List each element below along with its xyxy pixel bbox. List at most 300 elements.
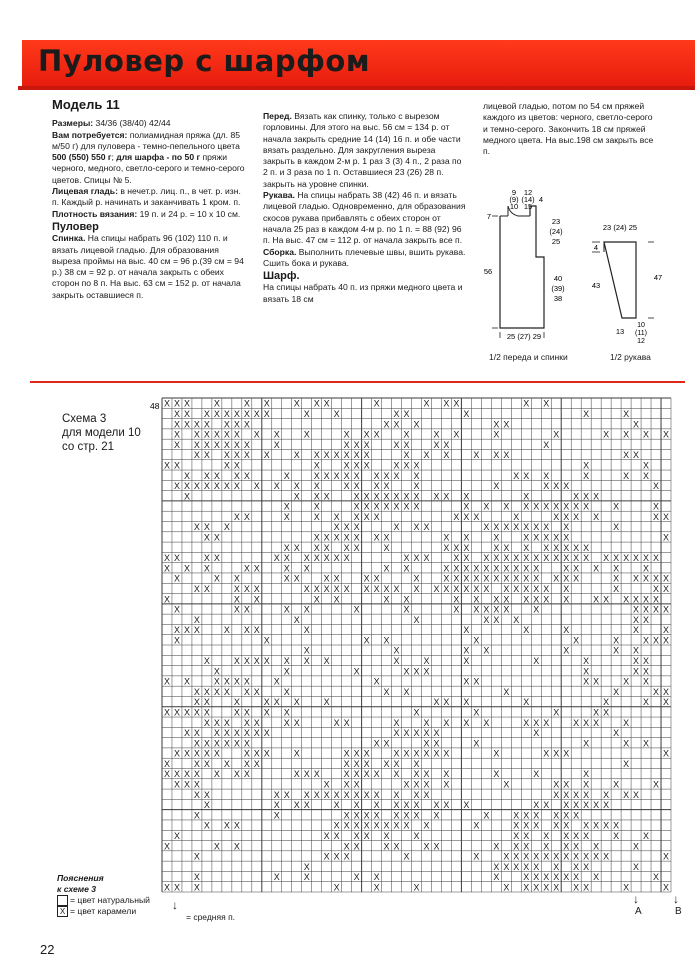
chart-cell-x: X [573, 635, 580, 646]
chart-cell-x: X [333, 830, 340, 841]
chart-cell-x: X [333, 882, 340, 893]
chart-cell-x: X [253, 583, 260, 594]
chart-cell-x: X [613, 583, 620, 594]
chart-cell-x: X [273, 800, 280, 811]
chart-cell-x: X [163, 460, 170, 471]
chart-cell-x: X [443, 583, 450, 594]
chart-cell-x: X [243, 676, 250, 687]
chart-cell-x: X [643, 594, 650, 605]
chart-cell-x: X [203, 656, 210, 667]
chart-cell-x: X [413, 728, 420, 739]
chart-cell-x: X [443, 800, 450, 811]
chart-cell-x: X [583, 779, 590, 790]
chart-cell-x: X [213, 841, 220, 852]
chart-cell-x: X [353, 450, 360, 461]
chart-cell-x: X [313, 769, 320, 780]
chart-cell-x: X [633, 625, 640, 636]
chart-cell-x: X [483, 573, 490, 584]
chart-cell-x: X [343, 450, 350, 461]
dim-bottom: 25 (27) 29 [506, 332, 542, 341]
chart-cell-x: X [433, 800, 440, 811]
chart-cell-x: X [573, 800, 580, 811]
chart-cell-x: X [413, 758, 420, 769]
chart-cell-x: X [273, 553, 280, 564]
chart-cell-x: X [633, 666, 640, 677]
chart-cell-x: X [503, 882, 510, 893]
chart-cell-x: X [193, 686, 200, 697]
chart-cell-x: X [253, 728, 260, 739]
chart-cell-x: X [403, 851, 410, 862]
chart-cell-x: X [163, 563, 170, 574]
chart-cell-x: X [363, 635, 370, 646]
chart-cell-x: X [283, 717, 290, 728]
chart-cell-x: X [233, 481, 240, 492]
chart-cell-x: X [623, 450, 630, 461]
chart-cell-x: X [193, 481, 200, 492]
chart-cell-x: X [333, 573, 340, 584]
chart-cell-x: X [373, 501, 380, 512]
chart-cell-x: X [543, 872, 550, 883]
chart-cell-x: X [323, 789, 330, 800]
chart-cell-x: X [403, 728, 410, 739]
chart-cell-x: X [413, 583, 420, 594]
chart-cell-x: X [193, 707, 200, 718]
chart-cell-x: X [163, 398, 170, 409]
chart-cell-x: X [283, 542, 290, 553]
chart-cell-x: X [643, 830, 650, 841]
chart-cell-x: X [463, 656, 470, 667]
chart-cell-x: X [343, 841, 350, 852]
chart-cell-x: X [343, 820, 350, 831]
chart-cell-x: X [413, 800, 420, 811]
front-back-caption: 1/2 переда и спинки [489, 352, 568, 362]
chart-cell-x: X [393, 820, 400, 831]
chart-cell-x: X [313, 542, 320, 553]
chart-cell-x: X [243, 625, 250, 636]
chart-cell-x: X [313, 491, 320, 502]
chart-cell-x: X [353, 841, 360, 852]
chart-cell-x: X [563, 511, 570, 522]
chart-cell-x: X [593, 717, 600, 728]
chart-cell-x: X [473, 604, 480, 615]
chart-cell-x: X [343, 532, 350, 543]
chart-cell-x: X [253, 481, 260, 492]
chart-cell-x: X [343, 429, 350, 440]
chart-cell-x: X [533, 522, 540, 533]
chart-cell-x: X [193, 728, 200, 739]
chart-cell-x: X [543, 542, 550, 553]
chart-cell-x: X [483, 604, 490, 615]
chart-cell-x: X [203, 481, 210, 492]
chart-cell-x: X [183, 491, 190, 502]
chart-cell-x: X [553, 789, 560, 800]
chart-cell-x: X [243, 686, 250, 697]
chart-cell-x: X [563, 645, 570, 656]
chart-cell-x: X [513, 563, 520, 574]
chart-cell-x: X [613, 830, 620, 841]
chart-cell-x: X [623, 882, 630, 893]
chart-cell-x: X [353, 666, 360, 677]
chart-cell-x: X [653, 779, 660, 790]
chart-cell-x: X [613, 728, 620, 739]
stitch-paragraph: Лицевая гладь: в нечет.р. лиц. п., в чет. р. изн. п. Каждый р. начинать и заканчивать 1 кром. п. [52, 186, 241, 208]
chart-cell-x: X [353, 511, 360, 522]
chart-cell-x: X [353, 758, 360, 769]
chart-cell-x: X [663, 604, 670, 615]
chart-cell-x: X [493, 604, 500, 615]
chart-cell-x: X [593, 676, 600, 687]
chart-cell-x: X [373, 769, 380, 780]
chart-cell-x: X [363, 820, 370, 831]
chart-cell-x: X [613, 635, 620, 646]
chart-cell-x: X [163, 841, 170, 852]
chart-cell-x: X [543, 553, 550, 564]
sleeve-bottom-b3: 12 [637, 338, 645, 345]
chart-cell-x: X [623, 553, 630, 564]
chart-cell-x: X [273, 789, 280, 800]
mark-a: А [635, 906, 642, 917]
chart-cell-x: X [413, 501, 420, 512]
chart-cell-x: X [353, 769, 360, 780]
chart-cell-x: X [463, 553, 470, 564]
chart-cell-x: X [463, 491, 470, 502]
chart-cell-x: X [333, 717, 340, 728]
dim-top-side: 4 [538, 195, 544, 204]
chart-cell-x: X [573, 841, 580, 852]
chart-cell-x: X [403, 439, 410, 450]
chart-cell-x: X [193, 851, 200, 862]
chart-cell-x: X [503, 419, 510, 430]
chart-cell-x: X [443, 439, 450, 450]
chart-cell-x: X [263, 398, 270, 409]
arrow-a-icon: ↓ [633, 892, 639, 906]
chart-cell-x: X [403, 563, 410, 574]
chart-cell-x: X [443, 717, 450, 728]
chart-cell-x: X [203, 738, 210, 749]
chart-cell-x: X [233, 419, 240, 430]
chart-cell-x: X [513, 841, 520, 852]
chart-cell-x: X [473, 563, 480, 574]
chart-cell-x: X [523, 851, 530, 862]
pullover-heading: Пуловер [52, 220, 99, 233]
chart-cell-x: X [493, 769, 500, 780]
chart-cell-x: X [343, 481, 350, 492]
chart-cell-x: X [273, 481, 280, 492]
chart-cell-x: X [653, 511, 660, 522]
chart-cell-x: X [433, 429, 440, 440]
chart-cell-x: X [303, 645, 310, 656]
chart-cell-x: X [543, 583, 550, 594]
chart-cell-x: X [643, 429, 650, 440]
column-2 [263, 111, 466, 305]
chart-cell-x: X [333, 470, 340, 481]
chart-cell-x: X [403, 604, 410, 615]
chart-cell-x: X [373, 429, 380, 440]
chart-cell-x: X [523, 882, 530, 893]
chart-cell-x: X [583, 501, 590, 512]
schema-title-line3: со стр. 21 [62, 441, 115, 453]
chart-cell-x: X [503, 522, 510, 533]
chart-cell-x: X [173, 779, 180, 790]
chart-cell-x: X [663, 686, 670, 697]
chart-cell-x: X [373, 810, 380, 821]
chart-cell-x: X [303, 800, 310, 811]
chart-cell-x: X [313, 553, 320, 564]
chart-cell-x: X [453, 553, 460, 564]
chart-cell-x: X [243, 398, 250, 409]
chart-cell-x: X [473, 511, 480, 522]
chart-cell-x: X [393, 841, 400, 852]
chart-cell-x: X [303, 769, 310, 780]
chart-cell-x: X [523, 717, 530, 728]
chart-cell-x: X [353, 789, 360, 800]
chart-cell-x: X [363, 810, 370, 821]
chart-cell-x: X [233, 728, 240, 739]
chart-cell-x: X [403, 450, 410, 461]
chart-cell-x: X [413, 707, 420, 718]
chart-cell-x: X [193, 779, 200, 790]
chart-cell-x: X [413, 882, 420, 893]
chart-cell-x: X [383, 686, 390, 697]
chart-cell-x: X [643, 563, 650, 574]
chart-cell-x: X [543, 882, 550, 893]
column-1 [52, 99, 248, 301]
chart-cell-x: X [523, 830, 530, 841]
chart-cell-x: X [163, 676, 170, 687]
chart-cell-x: X [383, 841, 390, 852]
chart-cell-x: X [283, 573, 290, 584]
scarf-continued-paragraph: лицевой гладью, потом по 54 см пряжей каждого из цветов: черного, светло-серого и темно-серого. Закончить 18 см пряжей медного цвета. На выс.198 см закрыть все п. [483, 101, 654, 157]
chart-cell-x: X [473, 573, 480, 584]
chart-cell-x: X [293, 491, 300, 502]
chart-cell-x: X [213, 398, 220, 409]
chart-cell-x: X [583, 553, 590, 564]
chart-cell-x: X [173, 439, 180, 450]
back-paragraph: Спинка. На спицы набрать 96 (102) 110 п. и вязать лицевой гладью. Для образования выреза проймы на выс. 40 см = 96 р.(39 см = 94 р.) 38 см = 92 р. от начала закрыть с обеих сторон по 8 п. На выс. 63 см = 152 р. от начала закрыть оставшиеся п. [52, 233, 244, 300]
chart-cell-x: X [523, 470, 530, 481]
chart-cell-x: X [293, 697, 300, 708]
chart-cell-x: X [263, 409, 270, 420]
chart-cell-x: X [183, 707, 190, 718]
chart-cell-x: X [313, 532, 320, 543]
chart-cell-x: X [393, 748, 400, 759]
chart-cell-x: X [643, 614, 650, 625]
chart-cell-x: X [653, 686, 660, 697]
chart-cell-x: X [503, 604, 510, 615]
chart-cell-x: X [353, 800, 360, 811]
chart-cell-x: X [553, 779, 560, 790]
chart-cell-x: X [363, 439, 370, 450]
chart-cell-x: X [473, 738, 480, 749]
chart-cell-x: X [373, 491, 380, 502]
schema-title [62, 412, 141, 454]
chart-cell-x: X [623, 789, 630, 800]
chart-cell-x: X [253, 563, 260, 574]
chart-cell-x: X [393, 419, 400, 430]
chart-cell-x: X [193, 439, 200, 450]
legend-heading-2: к схеме 3 [57, 884, 97, 894]
chart-cell-x: X [323, 542, 330, 553]
sleeve-bottom-b1: 10 [637, 322, 645, 329]
chart-cell-x: X [393, 800, 400, 811]
chart-cell-x: X [463, 511, 470, 522]
chart-cell-x: X [313, 450, 320, 461]
dim-shoulder-c: 25 [551, 237, 561, 246]
chart-cell-x: X [563, 841, 570, 852]
chart-cell-x: X [473, 635, 480, 646]
chart-cell-x: X [533, 820, 540, 831]
chart-cell-x: X [563, 625, 570, 636]
chart-cell-x: X [263, 450, 270, 461]
chart-cell-x: X [443, 697, 450, 708]
chart-cell-x: X [383, 820, 390, 831]
chart-cell-x: X [233, 583, 240, 594]
chart-cell-x: X [303, 789, 310, 800]
chart-cell-x: X [573, 573, 580, 584]
chart-cell-x: X [173, 481, 180, 492]
chart-cell-x: X [573, 830, 580, 841]
chart-cell-x: X [233, 676, 240, 687]
chart-cell-x: X [233, 820, 240, 831]
chart-cell-x: X [313, 481, 320, 492]
chart-cell-x: X [523, 522, 530, 533]
chart-cell-x: X [323, 830, 330, 841]
chart-cell-x: X [363, 758, 370, 769]
chart-cell-x: X [533, 717, 540, 728]
chart-cell-x: X [373, 789, 380, 800]
chart-cell-x: X [363, 789, 370, 800]
chart-cell-x: X [173, 419, 180, 430]
chart-cell-x: X [423, 769, 430, 780]
chart-cell-x: X [483, 583, 490, 594]
chart-cell-x: X [333, 789, 340, 800]
chart-cell-x: X [213, 553, 220, 564]
chart-cell-x: X [603, 820, 610, 831]
chart-cell-x: X [333, 553, 340, 564]
chart-cell-x: X [513, 810, 520, 821]
chart-cell-x: X [213, 769, 220, 780]
chart-cell-x: X [193, 810, 200, 821]
chart-cell-x: X [193, 769, 200, 780]
chart-cell-x: X [463, 645, 470, 656]
chart-cell-x: X [283, 707, 290, 718]
chart-cell-x: X [273, 429, 280, 440]
chart-cell-x: X [233, 450, 240, 461]
chart-cell-x: X [393, 470, 400, 481]
chart-cell-x: X [303, 429, 310, 440]
chart-cell-x: X [573, 789, 580, 800]
chart-cell-x: X [453, 573, 460, 584]
chart-cell-x: X [553, 532, 560, 543]
chart-cell-x: X [393, 439, 400, 450]
chart-cell-x: X [453, 429, 460, 440]
chart-cell-x: X [373, 738, 380, 749]
chart-cell-x: X [413, 666, 420, 677]
sleeve-right-dim: 47 [653, 273, 663, 282]
chart-cell-x: X [503, 851, 510, 862]
chart-cell-x: X [533, 872, 540, 883]
dim-top-right-sub: (14) [521, 195, 535, 204]
chart-cell-x: X [243, 738, 250, 749]
chart-cell-x: X [563, 872, 570, 883]
chart-cell-x: X [483, 645, 490, 656]
chart-cell-x: X [563, 820, 570, 831]
chart-cell-x: X [213, 676, 220, 687]
chart-cell-x: X [163, 882, 170, 893]
chart-cell-x: X [493, 481, 500, 492]
chart-cell-x: X [413, 748, 420, 759]
chart-cell-x: X [603, 429, 610, 440]
chart-cell-x: X [583, 491, 590, 502]
chart-cell-x: X [493, 872, 500, 883]
chart-cell-x: X [243, 717, 250, 728]
sleeve-caption: 1/2 рукава [610, 352, 651, 362]
chart-cell-x: X [293, 398, 300, 409]
chart-cell-x: X [223, 686, 230, 697]
chart-cell-x: X [393, 409, 400, 420]
chart-cell-x: X [633, 614, 640, 625]
dim-top-right: 12 [523, 188, 533, 197]
chart-cell-x: X [533, 583, 540, 594]
chart-cell-x: X [563, 594, 570, 605]
chart-cell-x: X [353, 460, 360, 471]
chart-cell-x: X [423, 841, 430, 852]
chart-cell-x: X [483, 522, 490, 533]
chart-cell-x: X [223, 460, 230, 471]
chart-cell-x: X [173, 398, 180, 409]
chart-cell-x: X [653, 635, 660, 646]
chart-cell-x: X [353, 522, 360, 533]
chart-cell-x: X [213, 439, 220, 450]
chart-cell-x: X [203, 429, 210, 440]
chart-cell-x: X [333, 511, 340, 522]
chart-cell-x: X [523, 491, 530, 502]
chart-cell-x: X [403, 820, 410, 831]
chart-cell-x: X [663, 882, 670, 893]
chart-cell-x: X [363, 573, 370, 584]
chart-cell-x: X [663, 429, 670, 440]
chart-cell-x: X [353, 532, 360, 543]
chart-cell-x: X [493, 522, 500, 533]
chart-cell-x: X [373, 470, 380, 481]
chart-cell-x: X [383, 563, 390, 574]
chart-cell-x: X [163, 594, 170, 605]
chart-cell-x: X [523, 861, 530, 872]
chart-cell-x: X [243, 758, 250, 769]
chart-cell-x: X [433, 439, 440, 450]
chart-cell-x: X [503, 779, 510, 790]
chart-cell-x: X [433, 728, 440, 739]
chart-cell-x: X [213, 429, 220, 440]
chart-cell-x: X [553, 707, 560, 718]
chart-cell-x: X [303, 861, 310, 872]
chart-cell-x: X [283, 789, 290, 800]
chart-cell-x: X [353, 830, 360, 841]
chart-cell-x: X [543, 522, 550, 533]
chart-cell-x: X [423, 656, 430, 667]
chart-cell-x: X [553, 481, 560, 492]
chart-cell-x: X [553, 872, 560, 883]
chart-cell-x: X [343, 789, 350, 800]
chart-cell-x: X [313, 789, 320, 800]
chart-cell-x: X [593, 511, 600, 522]
chart-cell-x: X [403, 748, 410, 759]
chart-cell-x: X [563, 800, 570, 811]
chart-cell-x: X [363, 511, 370, 522]
chart-cell-x: X [233, 573, 240, 584]
chart-cell-x: X [203, 439, 210, 450]
chart-cell-x: X [563, 532, 570, 543]
